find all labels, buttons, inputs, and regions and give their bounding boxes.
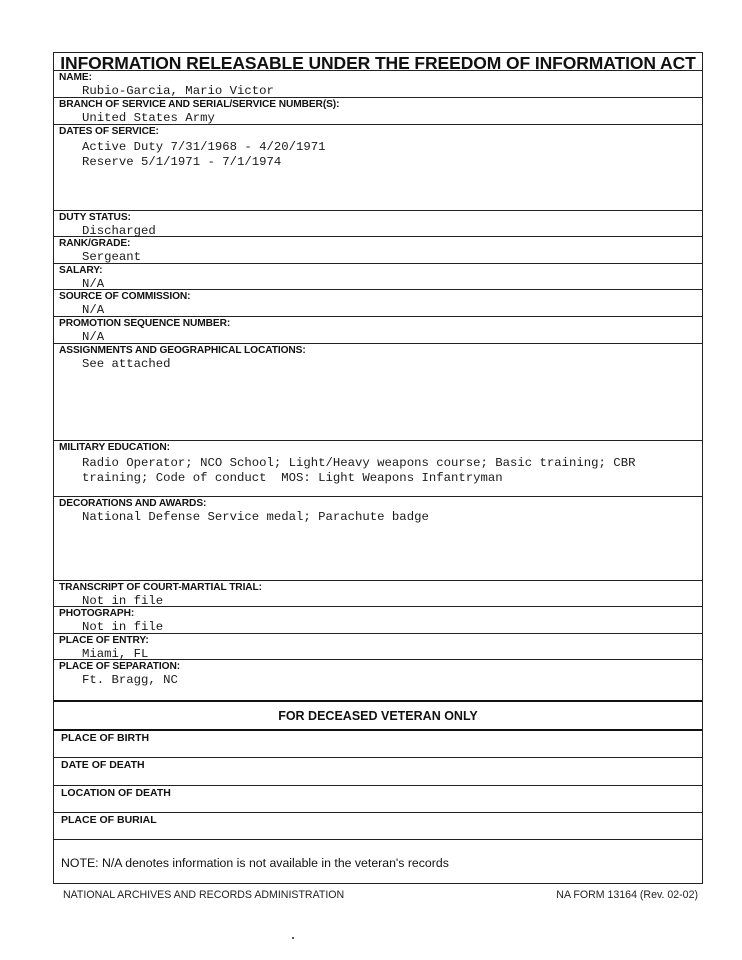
- field-rank-grade: [54, 237, 702, 264]
- source-of-commission-value: N/A: [82, 303, 105, 317]
- date-of-death-label: DATE OF DEATH: [61, 759, 145, 771]
- decorations-label: DECORATIONS AND AWARDS:: [59, 498, 207, 509]
- photograph-label: PHOTOGRAPH:: [59, 608, 135, 619]
- field-location-of-death: [54, 786, 702, 813]
- field-duty-status: [54, 211, 702, 237]
- salary-value: N/A: [82, 277, 105, 291]
- field-place-of-birth: [54, 731, 702, 758]
- location-of-death-label: LOCATION OF DEATH: [61, 787, 171, 799]
- deceased-section-header: [54, 702, 702, 731]
- dates-of-service-line: Reserve 5/1/1971 - 7/1/1974: [82, 155, 282, 169]
- form-title: INFORMATION RELEASABLE UNDER THE FREEDOM OF INFORMATION ACT: [60, 53, 696, 73]
- note-row: [54, 840, 702, 885]
- court-martial-label: TRANSCRIPT OF COURT-MARTIAL TRIAL:: [59, 582, 262, 593]
- name-label: NAME:: [59, 72, 92, 83]
- promotion-sequence-label: PROMOTION SEQUENCE NUMBER:: [59, 318, 231, 329]
- note-text: NOTE: N/A denotes information is not available in the veteran's records: [61, 856, 449, 870]
- field-salary: [54, 264, 702, 290]
- duty-status-label: DUTY STATUS:: [59, 212, 131, 223]
- foia-form: [53, 52, 703, 884]
- field-decorations: [54, 497, 702, 581]
- source-of-commission-label: SOURCE OF COMMISSION:: [59, 291, 191, 302]
- form-title-row: [54, 53, 702, 71]
- assignments-label: ASSIGNMENTS AND GEOGRAPHICAL LOCATIONS:: [59, 345, 306, 356]
- field-photograph: [54, 607, 702, 634]
- assignments-value: See attached: [82, 357, 171, 371]
- decorations-value: National Defense Service medal; Parachute badge: [82, 510, 429, 524]
- place-of-entry-value: Miami, FL: [82, 647, 149, 661]
- field-dates-of-service: [54, 125, 702, 211]
- field-place-of-burial: [54, 813, 702, 840]
- field-place-of-entry: [54, 634, 702, 660]
- military-education-line: Radio Operator; NCO School; Light/Heavy weapons course; Basic training; CBR: [82, 456, 636, 470]
- place-of-separation-label: PLACE OF SEPARATION:: [59, 661, 181, 672]
- field-assignments: [54, 344, 702, 441]
- court-martial-value: Not in file: [82, 594, 164, 608]
- branch-label: BRANCH OF SERVICE AND SERIAL/SERVICE NUMBER(S):: [59, 99, 340, 110]
- military-education-line: training; Code of conduct MOS: Light Weapons Infantryman: [82, 471, 503, 485]
- military-education-label: MILITARY EDUCATION:: [59, 442, 170, 453]
- field-court-martial: [54, 581, 702, 607]
- place-of-birth-label: PLACE OF BIRTH: [61, 732, 150, 744]
- promotion-sequence-value: N/A: [82, 330, 105, 344]
- salary-label: SALARY:: [59, 265, 103, 276]
- field-military-education: [54, 441, 702, 497]
- duty-status-value: Discharged: [82, 224, 156, 238]
- name-value: Rubio-Garcia, Mario Victor: [82, 84, 274, 98]
- branch-value: United States Army: [82, 111, 215, 125]
- field-source-of-commission: [54, 290, 702, 317]
- rank-grade-value: Sergeant: [82, 250, 142, 264]
- field-place-of-separation: [54, 660, 702, 702]
- field-promotion-sequence-number: [54, 317, 702, 344]
- footer-agency: NATIONAL ARCHIVES AND RECORDS ADMINISTRATION: [63, 889, 345, 901]
- deceased-heading: FOR DECEASED VETERAN ONLY: [278, 709, 478, 723]
- dates-of-service-label: DATES OF SERVICE:: [59, 126, 159, 137]
- scan-speck: [292, 937, 294, 939]
- dates-of-service-line: Active Duty 7/31/1968 - 4/20/1971: [82, 140, 326, 154]
- field-name: [54, 71, 702, 98]
- rank-grade-label: RANK/GRADE:: [59, 238, 131, 249]
- field-branch: [54, 98, 702, 125]
- place-of-entry-label: PLACE OF ENTRY:: [59, 635, 149, 646]
- place-of-separation-value: Ft. Bragg, NC: [82, 673, 178, 687]
- field-date-of-death: [54, 758, 702, 786]
- footer-form-id: NA FORM 13164 (Rev. 02-02): [556, 889, 698, 901]
- place-of-burial-label: PLACE OF BURIAL: [61, 814, 157, 826]
- photograph-value: Not in file: [82, 620, 164, 634]
